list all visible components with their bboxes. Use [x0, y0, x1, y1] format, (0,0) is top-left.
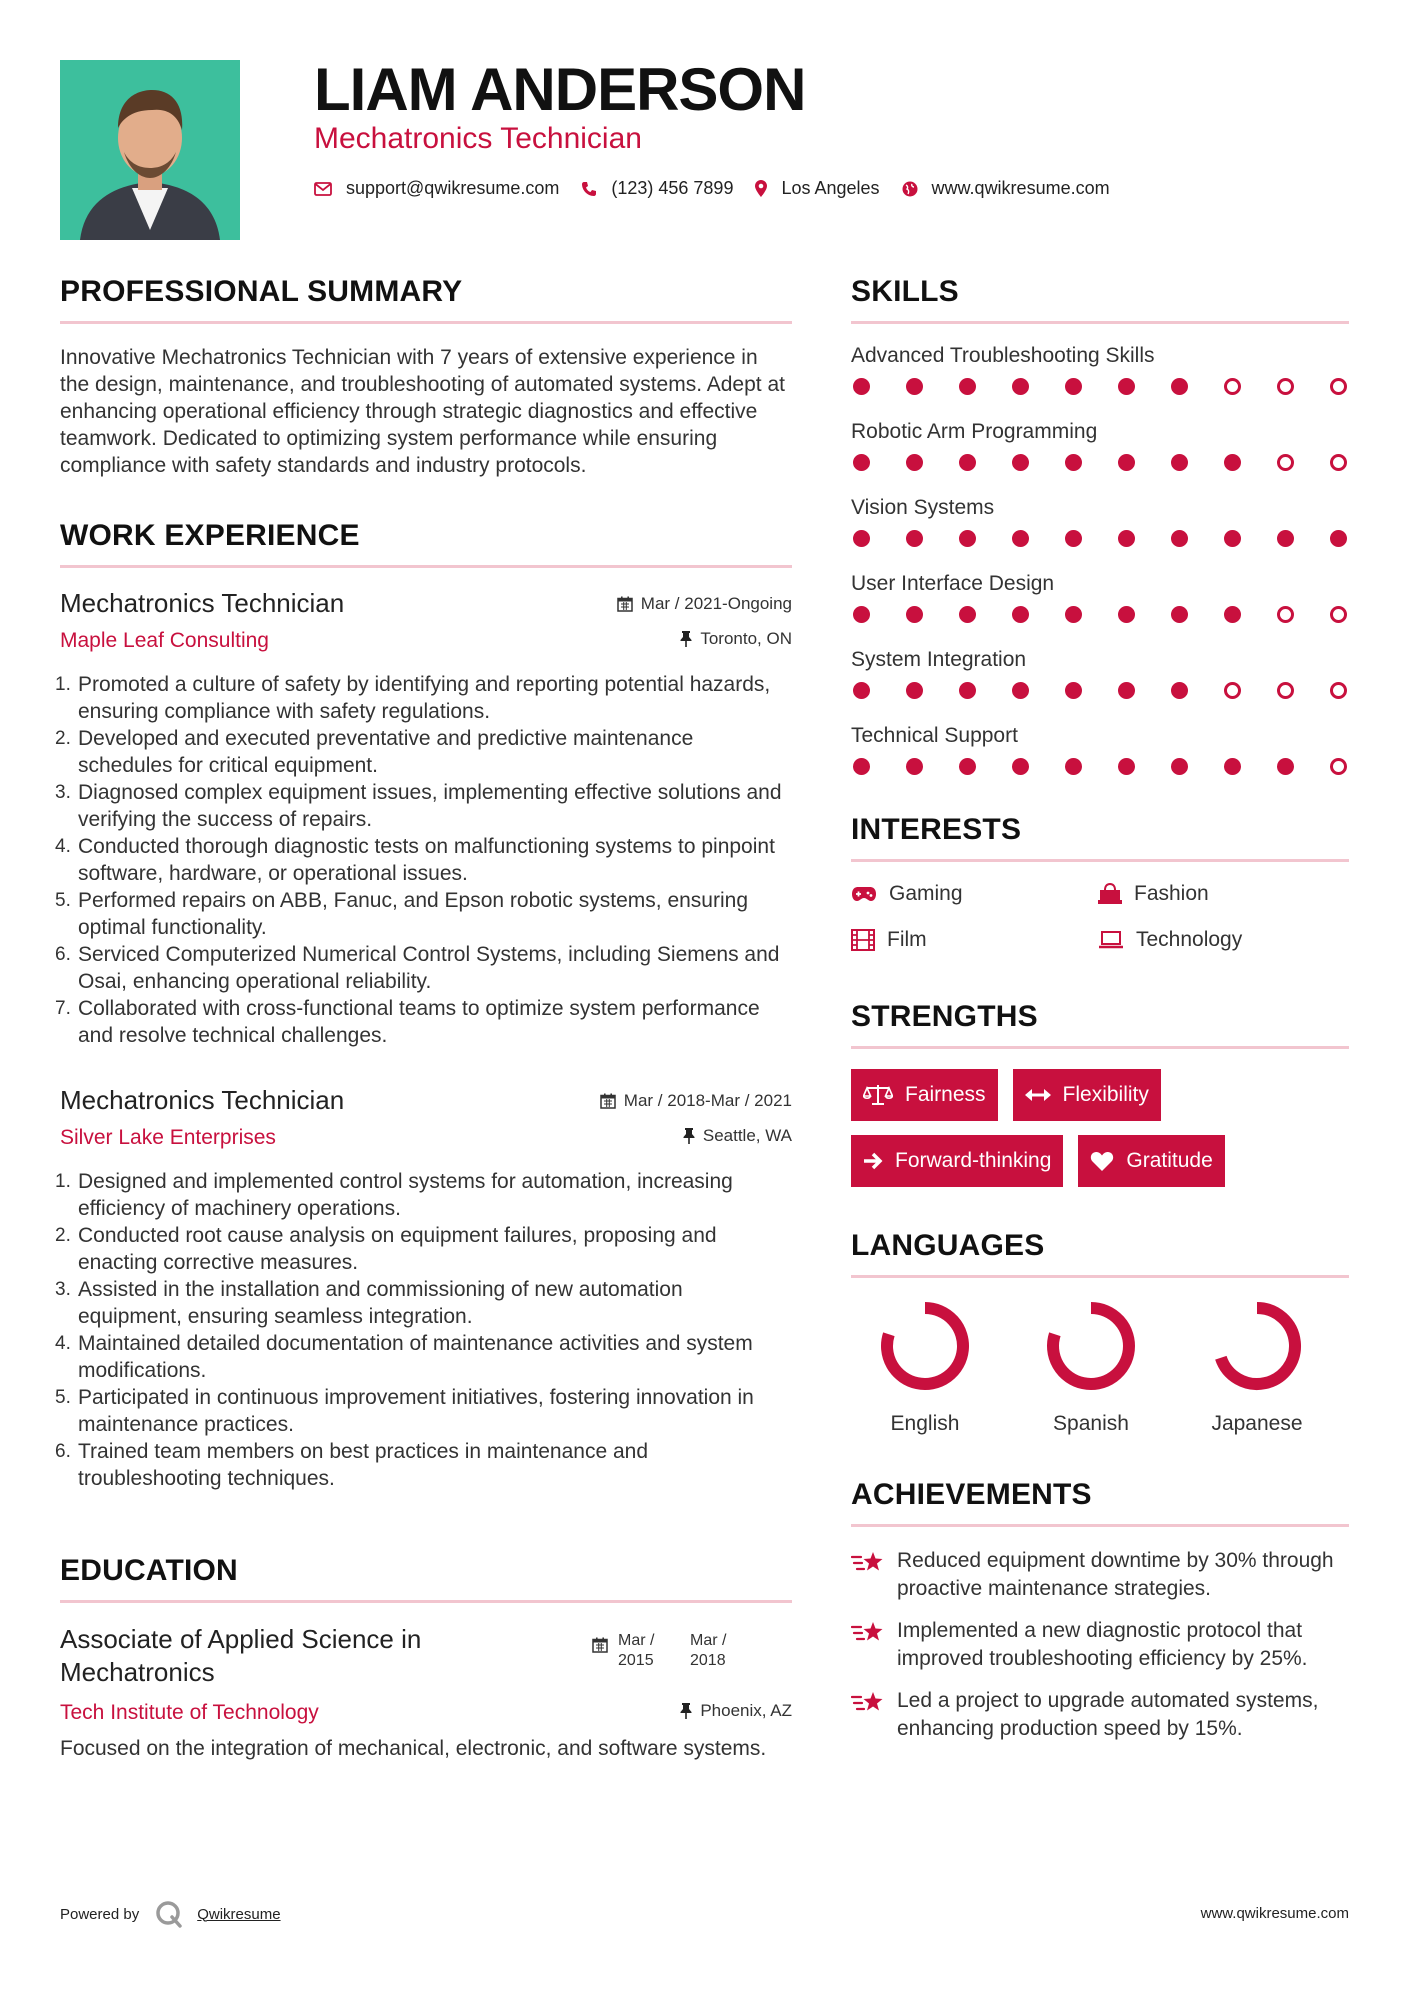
rating-dot-filled: [1012, 454, 1029, 471]
footer-powered-by: [60, 1900, 281, 1928]
rating-dot-filled: [853, 758, 870, 775]
achievement-item: [851, 1687, 1349, 1743]
job-company: Silver Lake Enterprises: [60, 1126, 276, 1149]
phone-icon: [581, 181, 597, 197]
rating-dot-filled: [1065, 454, 1082, 471]
rating-dot-empty: [1224, 378, 1241, 395]
education-section: [60, 1554, 792, 1762]
strength-tag: [851, 1135, 1063, 1187]
calendar-icon: [617, 596, 633, 612]
rating-dot-filled: [1118, 682, 1135, 699]
duty-item: Designed and implemented control systems for automation, increasing efficiency of machinery operations.: [78, 1170, 733, 1220]
contact-bar: [314, 178, 1132, 199]
duty-item: Maintained detailed documentation of maintenance activities and system modifications.: [78, 1332, 753, 1382]
strength-tag: [1013, 1069, 1161, 1121]
duty-item: Promoted a culture of safety by identifying and reporting potential hazards, ensuring compliance with safety regulations.: [78, 673, 771, 723]
shopping-bag-icon: [1098, 883, 1122, 905]
rating-dot-filled: [1171, 758, 1188, 775]
language-proficiency-ring: [877, 1298, 973, 1394]
rating-dot-filled: [906, 530, 923, 547]
website-text: www.qwikresume.com: [931, 178, 1110, 198]
skill-rating: [851, 530, 1349, 547]
summary-text: Innovative Mechatronics Technician with 7 years of extensive experience in the design, maintenance, and troubleshooting of automated systems. Adept at enhancing operational efficiency through strategic diagnostics and effective teamwork. Dedicated to optimizing system performance while ensuring compliance with safety standards and industry protocols.: [60, 346, 785, 477]
rating-dot-filled: [906, 682, 923, 699]
rating-dot-filled: [1065, 758, 1082, 775]
duty-item: Developed and executed preventative and predictive maintenance schedules for critical equipment.: [78, 727, 694, 777]
right-column: [851, 275, 1349, 1757]
job-location: [683, 1126, 792, 1146]
brand-link[interactable]: Qwikresume: [197, 1905, 281, 1923]
interest-label: Fashion: [1134, 882, 1209, 905]
skills-section: [851, 275, 1349, 775]
language-proficiency-ring: [1209, 1298, 1305, 1394]
strength-label: Fairness: [905, 1083, 986, 1106]
arrow-right-icon: [863, 1152, 883, 1170]
arrows-horizontal-icon: [1025, 1088, 1051, 1102]
rating-dot-filled: [1118, 606, 1135, 623]
rating-dot-filled: [853, 530, 870, 547]
map-marker-icon: [755, 180, 767, 197]
balance-scale-icon: [863, 1084, 893, 1106]
rating-dot-filled: [906, 758, 923, 775]
duty-item: Participated in continuous improvement initiatives, fostering innovation in maintenance practices.: [78, 1386, 754, 1436]
pushpin-icon: [683, 1128, 695, 1144]
edu-location: [680, 1701, 792, 1721]
skills-heading: SKILLS: [851, 275, 1349, 324]
rating-dot-filled: [906, 378, 923, 395]
achievements-heading: ACHIEVEMENTS: [851, 1478, 1349, 1527]
rating-dot-filled: [1224, 454, 1241, 471]
shooting-star-icon: [851, 1549, 885, 1577]
rating-dot-filled: [1118, 758, 1135, 775]
achievement-text: Led a project to upgrade automated systems, enhancing production speed by 15%.: [897, 1689, 1319, 1740]
languages-heading: LANGUAGES: [851, 1229, 1349, 1278]
language-name: Spanish: [1053, 1412, 1129, 1435]
rating-dot-filled: [906, 606, 923, 623]
job-date: [617, 594, 792, 614]
experience-section: [60, 519, 792, 1492]
job-role: Mechatronics Technician: [60, 588, 345, 618]
job-date: [600, 1091, 792, 1111]
achievements-section: [851, 1478, 1349, 1743]
job-location: [680, 629, 792, 649]
interest-label: Technology: [1136, 928, 1243, 951]
interests-heading: INTERESTS: [851, 813, 1349, 862]
skill-name: Advanced Troubleshooting Skills: [851, 344, 1155, 367]
strengths-heading: STRENGTHS: [851, 1000, 1349, 1049]
rating-dot-filled: [1118, 454, 1135, 471]
strength-tag: [851, 1069, 998, 1121]
location-text: Los Angeles: [781, 178, 880, 198]
edu-description: Focused on the integration of mechanical, electronic, and software systems.: [60, 1737, 767, 1760]
rating-dot-empty: [1224, 682, 1241, 699]
rating-dot-empty: [1330, 606, 1347, 623]
rating-dot-empty: [1330, 378, 1347, 395]
rating-dot-filled: [1012, 530, 1029, 547]
rating-dot-filled: [1224, 530, 1241, 547]
rating-dot-filled: [906, 454, 923, 471]
job-date-text: Mar / 2018-Mar / 2021: [623, 1091, 792, 1110]
job-entry: [60, 588, 792, 1049]
rating-dot-filled: [1277, 758, 1294, 775]
interest-label: Film: [887, 928, 927, 951]
rating-dot-filled: [853, 682, 870, 699]
languages-list: [851, 1298, 1349, 1436]
rating-dot-filled: [1065, 682, 1082, 699]
job-date-text: Mar / 2021-Ongoing: [640, 594, 792, 613]
rating-dot-filled: [853, 454, 870, 471]
qwikresume-logo-icon: [155, 1900, 183, 1928]
skills-list: [851, 344, 1349, 775]
languages-section: [851, 1229, 1349, 1436]
edu-school: Tech Institute of Technology: [60, 1701, 319, 1724]
candidate-name: LIAM ANDERSON: [314, 56, 806, 123]
duty-item: Trained team members on best practices in maintenance and troubleshooting techniques.: [78, 1440, 649, 1490]
globe-icon: [902, 181, 918, 197]
job-entry: [60, 1085, 792, 1492]
left-column: [60, 275, 792, 1762]
skill-rating: [851, 758, 1349, 775]
job-duties: [60, 1168, 792, 1492]
job-duties: [60, 671, 792, 1049]
email-text: support@qwikresume.com: [346, 178, 560, 198]
language-name: Japanese: [1211, 1412, 1303, 1435]
rating-dot-filled: [1224, 758, 1241, 775]
language-name: English: [890, 1412, 960, 1435]
rating-dot-filled: [1065, 606, 1082, 623]
edu-location-text: Phoenix, AZ: [700, 1701, 792, 1720]
duty-item: Diagnosed complex equipment issues, implementing effective solutions and verifying the success of repairs.: [78, 781, 782, 831]
experience-heading: WORK EXPERIENCE: [60, 519, 792, 568]
rating-dot-filled: [1012, 378, 1029, 395]
rating-dot-filled: [853, 606, 870, 623]
rating-dot-empty: [1330, 758, 1347, 775]
rating-dot-filled: [1277, 530, 1294, 547]
rating-dot-filled: [959, 378, 976, 395]
calendar-icon: [600, 1093, 616, 1109]
rating-dot-filled: [853, 378, 870, 395]
contact-email[interactable]: [314, 178, 559, 199]
skill-rating: [851, 606, 1349, 623]
edu-end: Mar / 2018: [690, 1632, 727, 1669]
duty-item: Conducted root cause analysis on equipment failures, proposing and enacting corrective measures.: [78, 1224, 717, 1274]
rating-dot-filled: [1118, 530, 1135, 547]
achievement-item: [851, 1547, 1349, 1603]
interest-item: [851, 882, 1098, 906]
heart-icon: [1090, 1151, 1114, 1172]
rating-dot-filled: [1118, 378, 1135, 395]
strength-tag: [1078, 1135, 1224, 1187]
rating-dot-filled: [959, 682, 976, 699]
powered-by-text: Powered by: [60, 1905, 140, 1923]
duty-item: Performed repairs on ABB, Fanuc, and Epson robotic systems, ensuring optimal functionality.: [78, 889, 749, 939]
edu-degree: Associate of Applied Science in Mechatronics: [60, 1624, 422, 1687]
rating-dot-empty: [1277, 606, 1294, 623]
achievement-item: [851, 1617, 1349, 1673]
job-role: Mechatronics Technician: [60, 1085, 345, 1115]
laptop-icon: [1098, 931, 1124, 949]
rating-dot-empty: [1330, 454, 1347, 471]
skill-name: System Integration: [851, 648, 1027, 671]
language-proficiency-ring: [1043, 1298, 1139, 1394]
skill-rating: [851, 454, 1349, 471]
rating-dot-filled: [959, 454, 976, 471]
proficiency-arc: [1221, 1308, 1295, 1384]
proficiency-arc: [887, 1308, 963, 1384]
job-location-text: Toronto, ON: [700, 629, 792, 648]
job-location-text: Seattle, WA: [702, 1126, 792, 1145]
interests-section: [851, 813, 1349, 952]
rating-dot-empty: [1277, 378, 1294, 395]
language-item: [1183, 1298, 1349, 1436]
rating-dot-filled: [1065, 378, 1082, 395]
rating-dot-filled: [1012, 682, 1029, 699]
duty-item: Serviced Computerized Numerical Control Systems, including Siemens and Osai, enhancing operational reliability.: [78, 943, 780, 993]
skill-name: Robotic Arm Programming: [851, 420, 1098, 443]
calendar-icon: [592, 1637, 608, 1653]
duty-item: Collaborated with cross-functional teams to optimize system performance and resolve technical challenges.: [78, 997, 760, 1047]
strengths-section: [851, 1000, 1349, 1187]
skill-rating: [851, 378, 1349, 395]
edu-dates: [592, 1631, 762, 1689]
proficiency-arc: [1053, 1308, 1129, 1384]
pushpin-icon: [680, 1703, 692, 1719]
skill-name: Technical Support: [851, 724, 1018, 747]
interest-item: [1098, 882, 1345, 906]
rating-dot-filled: [1171, 378, 1188, 395]
rating-dot-filled: [959, 530, 976, 547]
rating-dot-filled: [1065, 530, 1082, 547]
strength-label: Forward-thinking: [895, 1149, 1052, 1172]
duty-item: Assisted in the installation and commissioning of new automation equipment, ensuring seamless integration.: [78, 1278, 683, 1328]
interest-item: [1098, 928, 1345, 952]
shooting-star-icon: [851, 1689, 885, 1717]
skill-name: Vision Systems: [851, 496, 995, 519]
rating-dot-filled: [1171, 606, 1188, 623]
duty-item: Conducted thorough diagnostic tests on malfunctioning systems to pinpoint software, hardware, or operational issues.: [78, 835, 775, 885]
job-company: Maple Leaf Consulting: [60, 629, 269, 652]
rating-dot-filled: [1012, 758, 1029, 775]
gamepad-icon: [851, 886, 877, 902]
rating-dot-filled: [1171, 530, 1188, 547]
rating-dot-filled: [1330, 530, 1347, 547]
rating-dot-filled: [959, 758, 976, 775]
rating-dot-empty: [1277, 454, 1294, 471]
contact-location: [755, 178, 879, 199]
language-item: [1017, 1298, 1183, 1436]
shooting-star-icon: [851, 1619, 885, 1647]
candidate-title: Mechatronics Technician: [314, 122, 642, 155]
skill-rating: [851, 682, 1349, 699]
profile-photo: [60, 60, 240, 240]
rating-dot-filled: [1224, 606, 1241, 623]
achievement-text: Reduced equipment downtime by 30% through proactive maintenance strategies.: [897, 1549, 1334, 1600]
pushpin-icon: [680, 631, 692, 647]
rating-dot-filled: [1012, 606, 1029, 623]
summary-heading: PROFESSIONAL SUMMARY: [60, 275, 792, 324]
contact-website[interactable]: [902, 178, 1110, 199]
strength-label: Flexibility: [1062, 1083, 1149, 1106]
language-item: [851, 1298, 1017, 1436]
skill-name: User Interface Design: [851, 572, 1055, 595]
film-icon: [851, 929, 875, 951]
rating-dot-empty: [1330, 682, 1347, 699]
envelope-icon: [314, 182, 332, 196]
achievement-text: Implemented a new diagnostic protocol that improved troubleshooting efficiency by 25%.: [897, 1619, 1308, 1670]
phone-text: (123) 456 7899: [611, 178, 734, 198]
contact-phone[interactable]: [581, 178, 733, 199]
interest-item: [851, 928, 1098, 952]
edu-start: Mar / 2015: [618, 1632, 655, 1669]
interest-label: Gaming: [889, 882, 963, 905]
education-heading: EDUCATION: [60, 1554, 792, 1603]
summary-section: [60, 275, 792, 479]
rating-dot-filled: [959, 606, 976, 623]
rating-dot-empty: [1277, 682, 1294, 699]
rating-dot-filled: [1171, 682, 1188, 699]
rating-dot-filled: [1171, 454, 1188, 471]
strength-label: Gratitude: [1126, 1149, 1213, 1172]
footer-site-link[interactable]: www.qwikresume.com: [1200, 1905, 1349, 1922]
